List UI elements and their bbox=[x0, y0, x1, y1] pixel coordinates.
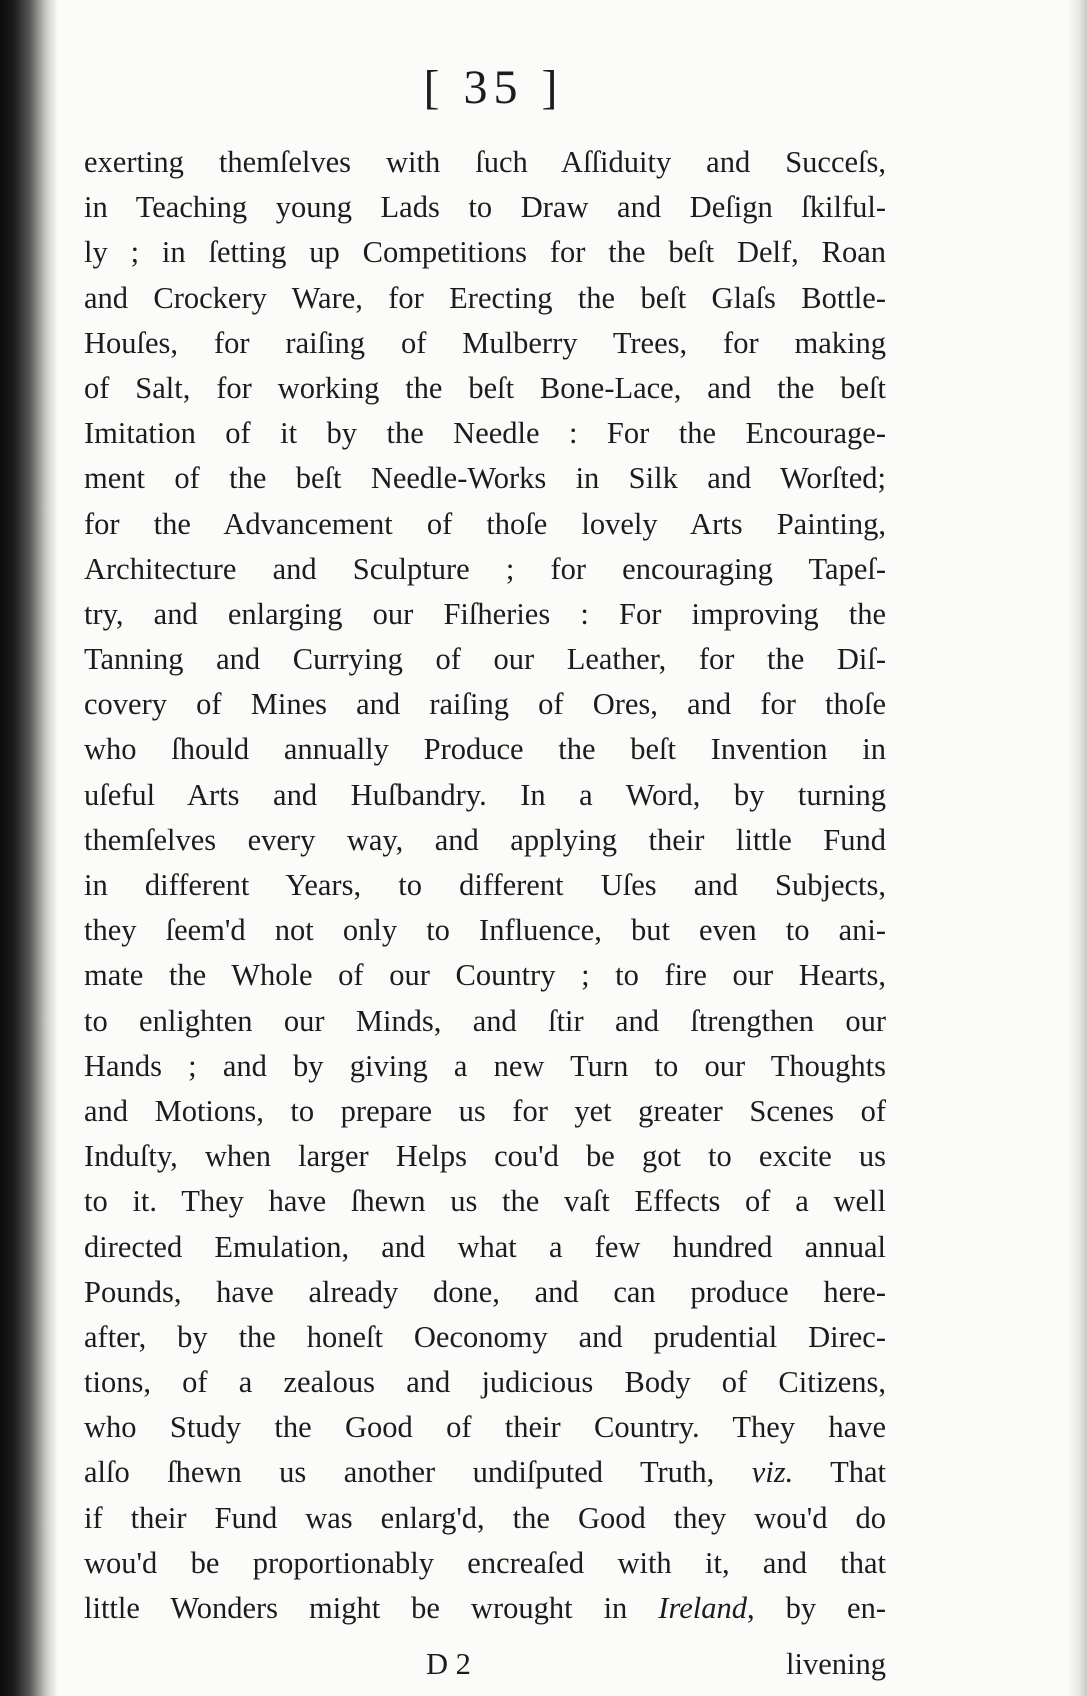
text-line: alſo ſhewn us another undiſputed Truth, viz. That bbox=[84, 1455, 886, 1490]
text-line: themſelves every way, and applying their little Fund bbox=[84, 822, 886, 857]
text-line: uſeful Arts and Huſbandry. In a Word, by turning bbox=[84, 777, 886, 812]
text-line: little Wonders might be wrought in Ireland, by en- bbox=[84, 1591, 886, 1625]
text-line: if their Fund was enlarg'd, the Good they wou'd do bbox=[84, 1500, 886, 1535]
text-line: Induſty, when larger Helps cou'd be got to excite us bbox=[84, 1139, 886, 1174]
page-footer bbox=[84, 1642, 886, 1687]
text-line: in different Years, to different Uſes and Subjects, bbox=[84, 868, 886, 902]
text-line: exerting themſelves with ſuch Aſſiduity and Succeſs, bbox=[84, 145, 886, 179]
text-line: Imitation of it by the Needle : For the Encourage- bbox=[84, 416, 886, 451]
text-line: tions, of a zealous and judicious Body of Citizens, bbox=[84, 1365, 886, 1400]
text-line: after, by the honeſt Oeconomy and prudential Direc- bbox=[84, 1319, 886, 1354]
binding-shadow bbox=[0, 0, 58, 1696]
text-line: Tanning and Currying of our Leather, for the Diſ- bbox=[84, 642, 886, 677]
body-text bbox=[84, 140, 886, 1631]
text-line: covery of Mines and raiſing of Ores, and for thoſe bbox=[84, 687, 886, 722]
text-line: Hands ; and by giving a new Turn to our Thoughts bbox=[84, 1048, 886, 1083]
signature-mark: D 2 bbox=[426, 1647, 471, 1681]
text-line: to it. They have ſhewn us the vaſt Effects of a well bbox=[84, 1184, 886, 1219]
text-line: mate the Whole of our Country ; to fire our Hearts, bbox=[84, 958, 886, 993]
text-line: and Motions, to prepare us for yet greater Scenes of bbox=[84, 1093, 886, 1128]
text-line: they ſeem'd not only to Influence, but even to ani- bbox=[84, 913, 886, 948]
text-line: Architecture and Sculpture ; for encouraging Tapeſ- bbox=[84, 551, 886, 586]
text-line: Houſes, for raiſing of Mulberry Trees, for making bbox=[84, 325, 886, 360]
page-edge bbox=[1067, 0, 1087, 1696]
text-line: in Teaching young Lads to Draw and Deſign ſkilful- bbox=[84, 190, 886, 225]
text-line: and Crockery Ware, for Erecting the beſt Glaſs Bottle- bbox=[84, 280, 886, 315]
text-line: who Study the Good of their Country. They have bbox=[84, 1410, 886, 1445]
text-line: directed Emulation, and what a few hundred annual bbox=[84, 1229, 886, 1264]
text-line: who ſhould annually Produce the beſt Invention in bbox=[84, 732, 886, 767]
page-number: [ 35 ] bbox=[423, 61, 564, 114]
text-line: ment of the beſt Needle-Works in Silk and Worſted; bbox=[84, 461, 886, 496]
text-line: of Salt, for working the beſt Bone-Lace, and the beſt bbox=[84, 370, 886, 405]
text-line: for the Advancement of thoſe lovely Arts Painting, bbox=[84, 506, 886, 541]
catchword: livening bbox=[786, 1647, 886, 1681]
text-line: Pounds, have already done, and can produce here- bbox=[84, 1274, 886, 1309]
text-line: ly ; in ſetting up Competitions for the beſt Delf, Roan bbox=[84, 235, 886, 270]
text-line: to enlighten our Minds, and ſtir and ſtrengthen our bbox=[84, 1003, 886, 1038]
text-line: try, and enlarging our Fiſheries : For improving the bbox=[84, 596, 886, 631]
text-line: wou'd be proportionably encreaſed with it, and that bbox=[84, 1545, 886, 1580]
